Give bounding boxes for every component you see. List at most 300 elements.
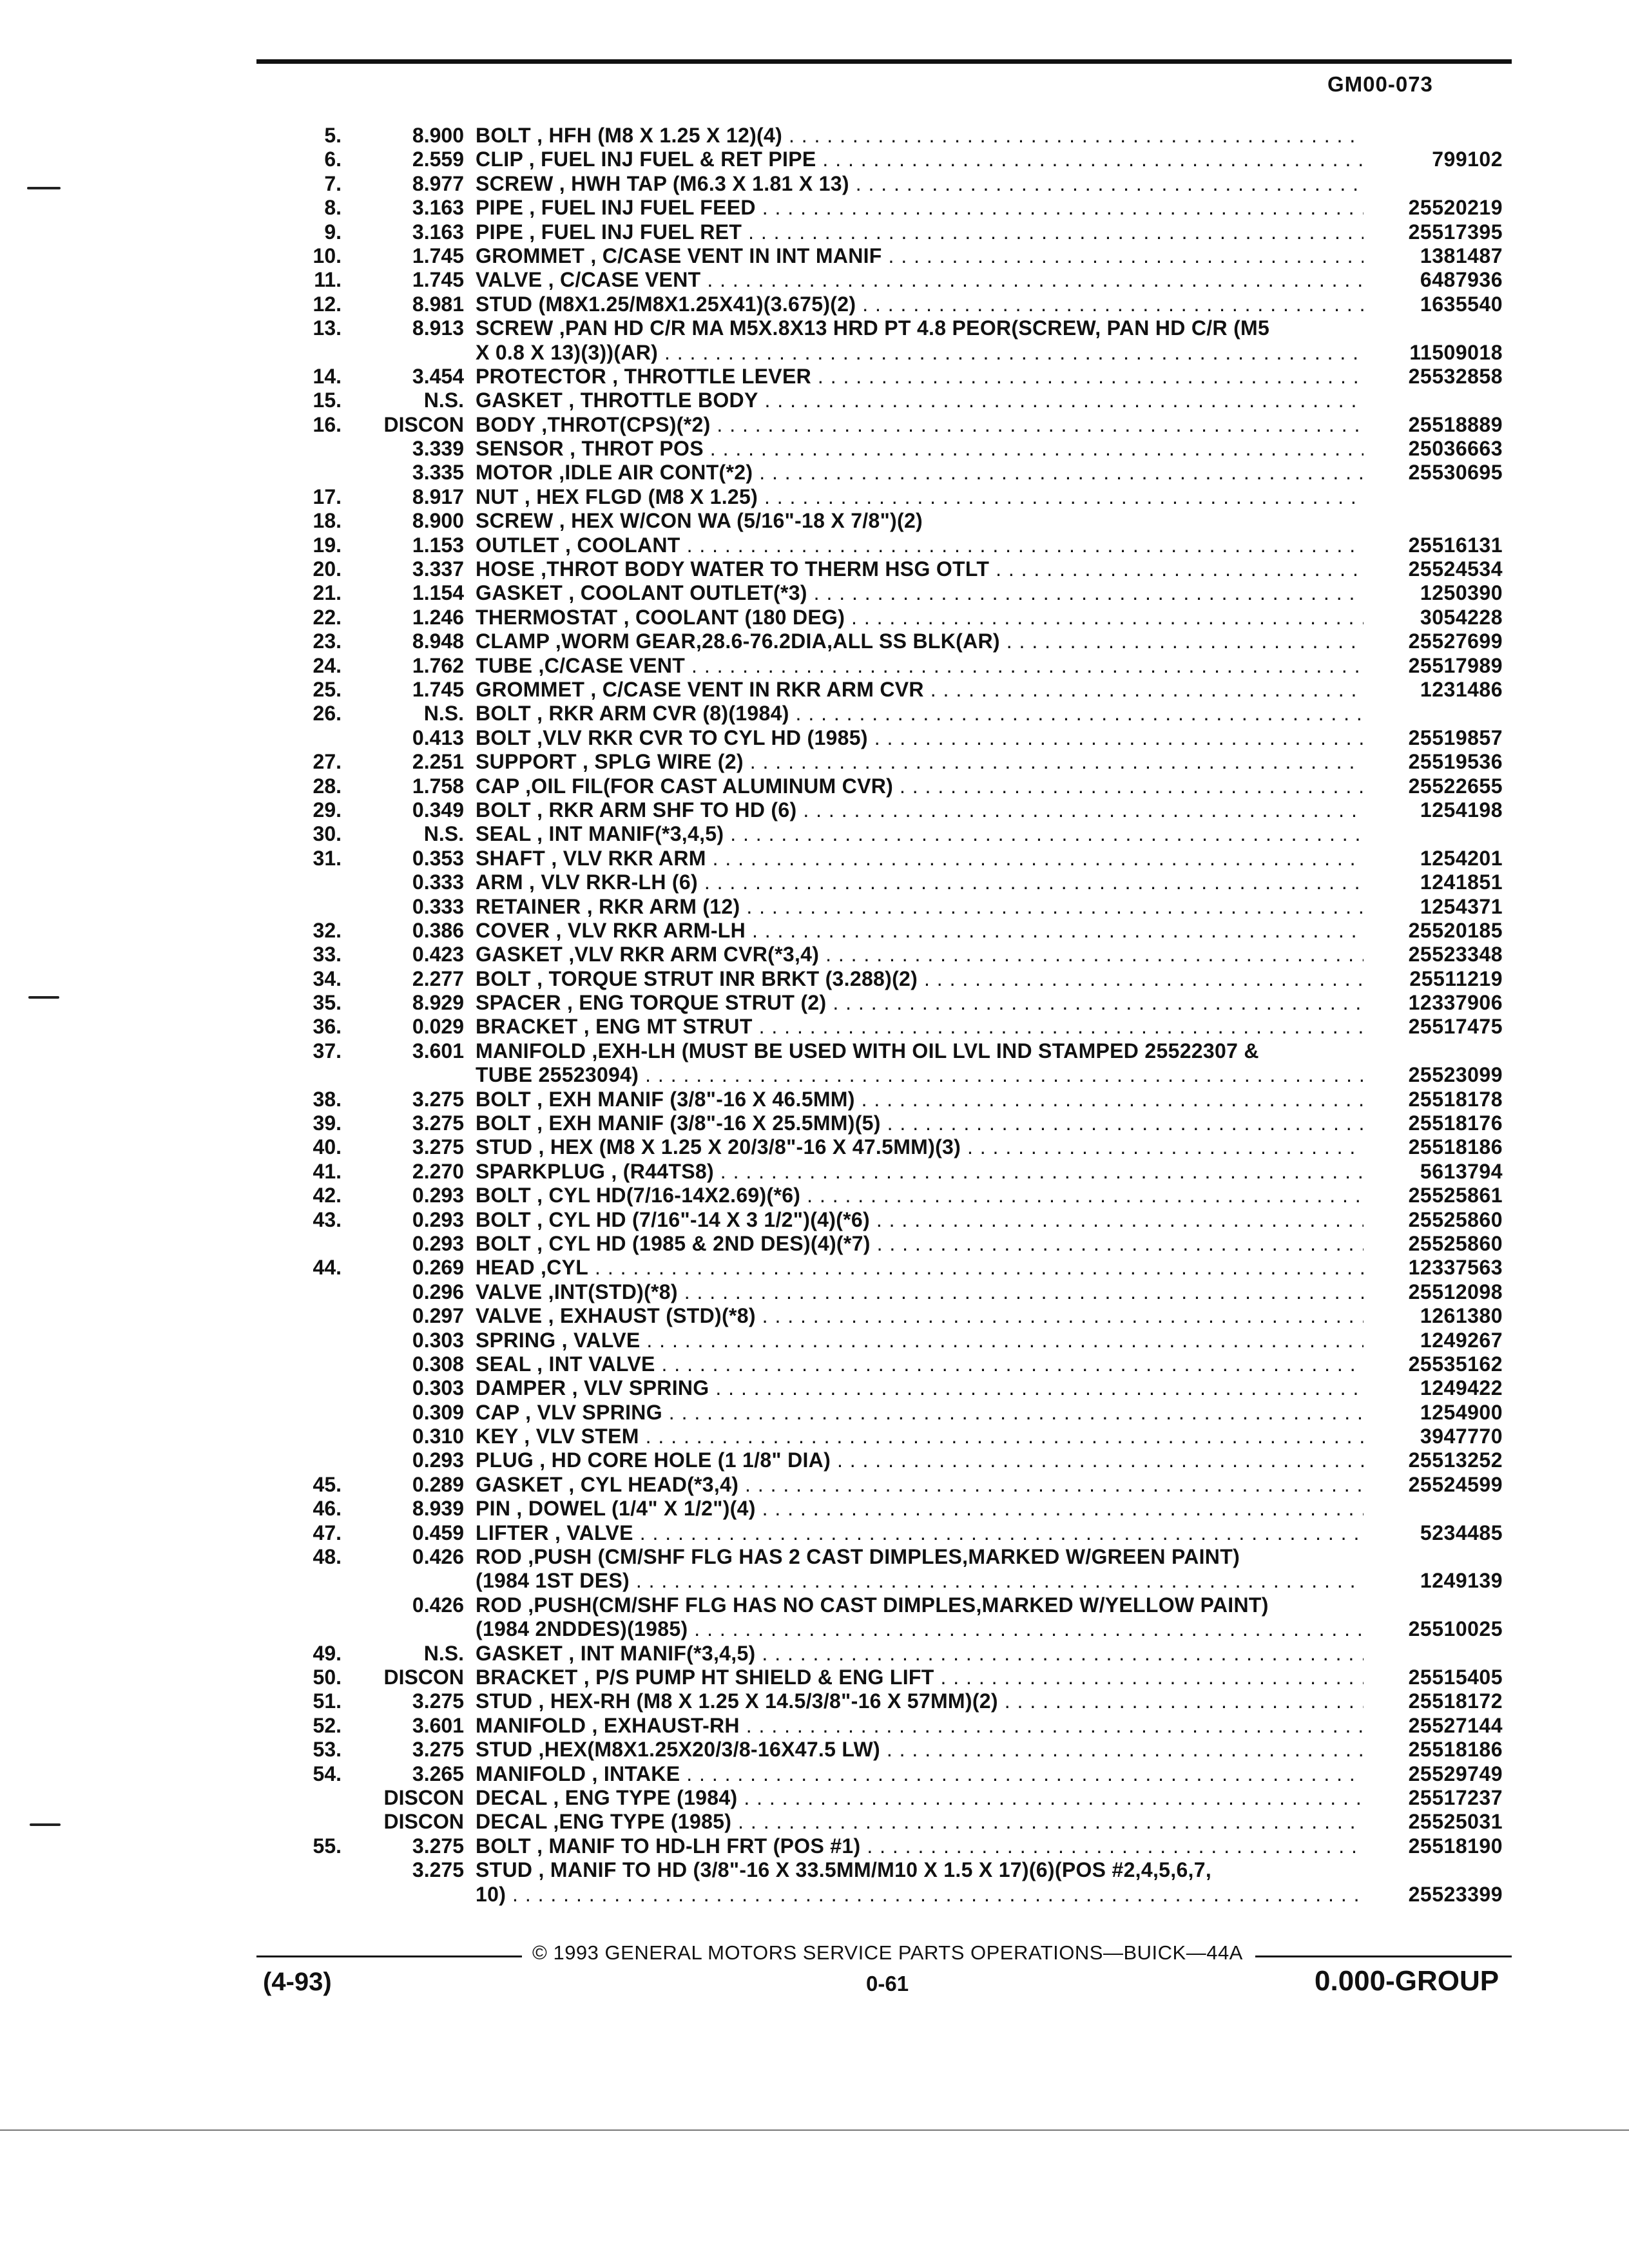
part-description: PIPE , FUEL INJ FUEL FEED . . . bbox=[476, 196, 1364, 220]
part-row bbox=[0, 461, 1629, 485]
item-number: 8. bbox=[324, 196, 342, 220]
part-number: 25511219 bbox=[1409, 966, 1503, 990]
part-number: 25519536 bbox=[1408, 750, 1503, 774]
group-number: 1.246 bbox=[412, 605, 464, 629]
part-row bbox=[0, 847, 1629, 870]
part-description: (1984 1ST DES) . . . bbox=[476, 1569, 1364, 1593]
parts-list bbox=[0, 124, 1629, 1907]
part-description: VALVE , EXHAUST (STD)(*8) . . . bbox=[476, 1304, 1364, 1328]
part-number: 25523099 bbox=[1408, 1063, 1503, 1087]
part-row bbox=[0, 702, 1629, 726]
part-description: KEY , VLV STEM . . . bbox=[476, 1425, 1364, 1448]
part-number: 1635540 bbox=[1420, 292, 1503, 316]
item-number: 50. bbox=[313, 1666, 342, 1689]
part-row bbox=[0, 365, 1629, 389]
item-number: 16. bbox=[313, 412, 342, 436]
part-description: SHAFT , VLV RKR ARM . . . bbox=[476, 847, 1364, 870]
group-number: 3.601 bbox=[412, 1039, 464, 1062]
part-description: (1984 2NDDES)(1985) . . . bbox=[476, 1617, 1364, 1641]
part-number: 25518190 bbox=[1408, 1834, 1503, 1858]
part-number: 25520185 bbox=[1408, 918, 1503, 942]
part-number: 25518186 bbox=[1408, 1738, 1503, 1762]
part-number: 1250390 bbox=[1420, 581, 1503, 605]
part-row bbox=[0, 1834, 1629, 1858]
part-number: 25523348 bbox=[1408, 943, 1503, 966]
part-description: BOLT ,VLV RKR CVR TO CYL HD (1985) . . . bbox=[476, 726, 1364, 750]
part-description: MANIFOLD , EXHAUST-RH . . . bbox=[476, 1714, 1364, 1738]
group-number: 3.339 bbox=[412, 437, 464, 461]
group-number: 3.275 bbox=[412, 1087, 464, 1111]
part-number: 1241851 bbox=[1420, 870, 1503, 894]
group-number: 0.293 bbox=[412, 1184, 464, 1207]
group-number: 1.745 bbox=[412, 268, 464, 292]
group-number: 1.153 bbox=[412, 533, 464, 557]
part-row bbox=[0, 1545, 1629, 1569]
group-number: 3.601 bbox=[412, 1713, 464, 1737]
part-description: PIPE , FUEL INJ FUEL RET . . . bbox=[476, 220, 1364, 244]
part-number: 1254201 bbox=[1420, 846, 1503, 870]
part-description: ROD ,PUSH (CM/SHF FLG HAS 2 CAST DIMPLES,MARKED W/GREEN PAINT) bbox=[476, 1545, 1240, 1569]
part-description: BOLT , RKR ARM CVR (8)(1984) . . . bbox=[476, 702, 1364, 726]
item-number: 46. bbox=[313, 1497, 342, 1521]
item-number: 18. bbox=[313, 509, 342, 533]
part-description: MOTOR ,IDLE AIR CONT(*2) . . . bbox=[476, 461, 1364, 485]
part-row bbox=[0, 1208, 1629, 1232]
part-row bbox=[0, 1088, 1629, 1111]
part-row bbox=[0, 1015, 1629, 1039]
group-number: DISCON bbox=[383, 1810, 464, 1834]
item-number: 24. bbox=[313, 653, 342, 677]
part-description: VALVE , C/CASE VENT . . . bbox=[476, 268, 1364, 292]
item-number: 7. bbox=[324, 171, 342, 195]
group-number: 0.353 bbox=[412, 846, 464, 870]
group-number: 0.303 bbox=[412, 1328, 464, 1352]
item-number: 14. bbox=[313, 364, 342, 388]
part-row bbox=[0, 654, 1629, 678]
part-row bbox=[0, 1810, 1629, 1834]
part-row bbox=[0, 1232, 1629, 1256]
part-description: PLUG , HD CORE HOLE (1 1/8" DIA) . . . bbox=[476, 1448, 1364, 1472]
group-number: 0.423 bbox=[412, 943, 464, 966]
part-row bbox=[0, 220, 1629, 244]
part-description: NUT , HEX FLGD (M8 X 1.25) . . . bbox=[476, 485, 1364, 509]
part-number: 25532858 bbox=[1408, 364, 1503, 388]
item-number: 13. bbox=[313, 316, 342, 340]
item-number: 5. bbox=[324, 124, 342, 147]
footer-rule-right bbox=[1255, 1956, 1512, 1957]
group-number: 8.981 bbox=[412, 292, 464, 316]
part-row bbox=[0, 1111, 1629, 1135]
part-number: 1249422 bbox=[1420, 1376, 1503, 1400]
part-row bbox=[0, 124, 1629, 148]
part-row bbox=[0, 1642, 1629, 1666]
part-number: 25519857 bbox=[1408, 726, 1503, 749]
group-number: 8.948 bbox=[412, 629, 464, 653]
copyright-line: © 1993 GENERAL MOTORS SERVICE PARTS OPERATIONS—BUICK—44A bbox=[532, 1941, 1243, 1964]
part-row bbox=[0, 268, 1629, 292]
part-number: 5234485 bbox=[1420, 1521, 1503, 1544]
group-number: 3.275 bbox=[412, 1111, 464, 1135]
part-description: SUPPORT , SPLG WIRE (2) . . . bbox=[476, 750, 1364, 774]
group-number: 0.310 bbox=[412, 1425, 464, 1448]
group-number: 8.977 bbox=[412, 171, 464, 195]
item-number: 27. bbox=[313, 750, 342, 774]
part-description: GASKET , THROTTLE BODY . . . bbox=[476, 389, 1364, 412]
part-row bbox=[0, 919, 1629, 943]
part-number: 25517237 bbox=[1408, 1785, 1503, 1809]
part-description: ROD ,PUSH(CM/SHF FLG HAS NO CAST DIMPLES,MARKED W/YELLOW PAINT) bbox=[476, 1593, 1269, 1617]
part-description: TUBE 25523094) . . . bbox=[476, 1063, 1364, 1087]
part-description: GASKET , COOLANT OUTLET(*3) . . . bbox=[476, 581, 1364, 605]
item-number: 22. bbox=[313, 605, 342, 629]
part-number: 1381487 bbox=[1420, 244, 1503, 267]
item-number: 37. bbox=[313, 1039, 342, 1062]
part-description: GROMMET , C/CASE VENT IN RKR ARM CVR . . . bbox=[476, 678, 1364, 702]
part-description: STUD (M8X1.25/M8X1.25X41)(3.675)(2) . . . bbox=[476, 293, 1364, 316]
part-number: 25527699 bbox=[1408, 629, 1503, 653]
doc-code: GM00-073 bbox=[1327, 72, 1433, 96]
group-number: 0.309 bbox=[412, 1400, 464, 1424]
part-row bbox=[0, 389, 1629, 412]
group-number: 8.929 bbox=[412, 991, 464, 1015]
part-number: 11509018 bbox=[1409, 340, 1503, 364]
item-number: 49. bbox=[313, 1641, 342, 1665]
part-description: BOLT , CYL HD (7/16"-14 X 3 1/2")(4)(*6) . . . bbox=[476, 1208, 1364, 1232]
item-number: 31. bbox=[313, 846, 342, 870]
part-row bbox=[0, 1448, 1629, 1472]
part-description: DECAL , ENG TYPE (1984) . . . bbox=[476, 1786, 1364, 1810]
group-number: 3.275 bbox=[412, 1738, 464, 1762]
part-description: BOLT , CYL HD(7/16-14X2.69)(*6) . . . bbox=[476, 1184, 1364, 1207]
part-row bbox=[0, 1593, 1629, 1617]
part-number: 25516131 bbox=[1408, 533, 1503, 557]
item-number: 43. bbox=[313, 1207, 342, 1231]
part-number: 25527144 bbox=[1408, 1713, 1503, 1737]
part-number: 25525031 bbox=[1408, 1810, 1503, 1834]
part-row bbox=[0, 1304, 1629, 1328]
part-description: STUD , HEX (M8 X 1.25 X 20/3/8"-16 X 47.5MM)(3) . . . bbox=[476, 1135, 1364, 1159]
part-row bbox=[0, 1883, 1629, 1907]
part-description: BOLT , EXH MANIF (3/8"-16 X 25.5MM)(5) . . . bbox=[476, 1111, 1364, 1135]
item-number: 15. bbox=[313, 389, 342, 412]
part-number: 799102 bbox=[1432, 148, 1503, 171]
group-number: 3.335 bbox=[412, 461, 464, 485]
group-number: 2.270 bbox=[412, 1159, 464, 1183]
item-number: 40. bbox=[313, 1135, 342, 1159]
part-row bbox=[0, 293, 1629, 316]
part-row bbox=[0, 1039, 1629, 1063]
group-number: 3.275 bbox=[412, 1834, 464, 1858]
part-row bbox=[0, 316, 1629, 340]
part-number: 1249267 bbox=[1420, 1328, 1503, 1352]
item-number: 39. bbox=[313, 1111, 342, 1135]
part-number: 3947770 bbox=[1420, 1425, 1503, 1448]
part-description: MANIFOLD , INTAKE . . . bbox=[476, 1762, 1364, 1786]
part-row bbox=[0, 1858, 1629, 1882]
part-row bbox=[0, 1329, 1629, 1352]
part-row bbox=[0, 606, 1629, 629]
part-row bbox=[0, 1425, 1629, 1448]
part-description: HEAD ,CYL . . . bbox=[476, 1256, 1364, 1280]
part-row bbox=[0, 1376, 1629, 1400]
part-description: BOLT , RKR ARM SHF TO HD (6) . . . bbox=[476, 798, 1364, 822]
group-number: 8.917 bbox=[412, 485, 464, 508]
group-number: DISCON bbox=[383, 1666, 464, 1689]
group-number: 8.939 bbox=[412, 1497, 464, 1521]
item-number: 34. bbox=[313, 966, 342, 990]
part-number: 1261380 bbox=[1420, 1304, 1503, 1328]
item-number: 47. bbox=[313, 1521, 342, 1544]
group-number: 3.275 bbox=[412, 1689, 464, 1713]
item-number: 23. bbox=[313, 629, 342, 653]
page-number: 0-61 bbox=[866, 1972, 909, 1995]
part-description: RETAINER , RKR ARM (12) . . . bbox=[476, 895, 1364, 919]
part-row bbox=[0, 557, 1629, 581]
part-row bbox=[0, 726, 1629, 750]
part-description: DECAL ,ENG TYPE (1985) . . . bbox=[476, 1810, 1364, 1834]
part-row bbox=[0, 895, 1629, 919]
item-number: 44. bbox=[313, 1256, 342, 1280]
part-number: 25525860 bbox=[1408, 1207, 1503, 1231]
part-number: 5613794 bbox=[1420, 1159, 1503, 1183]
part-description: SPACER , ENG TORQUE STRUT (2) . . . bbox=[476, 991, 1364, 1015]
part-row bbox=[0, 1666, 1629, 1689]
part-number: 6487936 bbox=[1420, 268, 1503, 292]
item-number: 29. bbox=[313, 798, 342, 822]
part-description: GASKET , INT MANIF(*3,4,5) . . . bbox=[476, 1642, 1364, 1666]
group-number: 2.251 bbox=[412, 750, 464, 774]
part-number: 25036663 bbox=[1408, 437, 1503, 461]
part-row bbox=[0, 172, 1629, 196]
group-number: 3.163 bbox=[412, 196, 464, 220]
part-number: 25517475 bbox=[1408, 1015, 1503, 1039]
group-number: 0.426 bbox=[412, 1545, 464, 1569]
group-number: 0.303 bbox=[412, 1376, 464, 1400]
item-number: 9. bbox=[324, 220, 342, 244]
group-number: 0.269 bbox=[412, 1256, 464, 1280]
top-rule bbox=[256, 59, 1512, 64]
item-number: 33. bbox=[313, 943, 342, 966]
footer-rule-left bbox=[256, 1956, 522, 1957]
group-number: 3.265 bbox=[412, 1762, 464, 1785]
part-description: TUBE ,C/CASE VENT . . . bbox=[476, 654, 1364, 678]
part-row bbox=[0, 509, 1629, 533]
part-number: 1254198 bbox=[1420, 798, 1503, 822]
part-description: GROMMET , C/CASE VENT IN INT MANIF . . . bbox=[476, 244, 1364, 268]
part-row bbox=[0, 148, 1629, 171]
item-number: 36. bbox=[313, 1015, 342, 1039]
group-number: 0.297 bbox=[412, 1304, 464, 1328]
part-row bbox=[0, 1738, 1629, 1762]
item-number: 10. bbox=[313, 244, 342, 267]
group-code: 0.000-GROUP bbox=[1315, 1965, 1499, 1997]
group-number: 2.559 bbox=[412, 148, 464, 171]
part-number: 25513252 bbox=[1408, 1448, 1503, 1472]
item-number: 17. bbox=[313, 485, 342, 508]
item-number: 38. bbox=[313, 1087, 342, 1111]
part-description: CLIP , FUEL INJ FUEL & RET PIPE . . . bbox=[476, 148, 1364, 171]
part-row bbox=[0, 1256, 1629, 1280]
part-description: LIFTER , VALVE . . . bbox=[476, 1521, 1364, 1545]
part-description: SPARKPLUG , (R44TS8) . . . bbox=[476, 1160, 1364, 1184]
group-number: 0.413 bbox=[412, 726, 464, 749]
part-row bbox=[0, 629, 1629, 653]
part-number: 25535162 bbox=[1408, 1352, 1503, 1376]
part-row bbox=[0, 581, 1629, 605]
group-number: DISCON bbox=[383, 412, 464, 436]
group-number: N.S. bbox=[423, 1641, 464, 1665]
group-number: 0.308 bbox=[412, 1352, 464, 1376]
part-row bbox=[0, 1063, 1629, 1087]
item-number: 25. bbox=[313, 677, 342, 701]
group-number: 3.163 bbox=[412, 220, 464, 244]
group-number: 0.296 bbox=[412, 1280, 464, 1303]
part-row bbox=[0, 1617, 1629, 1641]
part-description: CAP ,OIL FIL(FOR CAST ALUMINUM CVR) . . . bbox=[476, 774, 1364, 798]
item-number: 35. bbox=[313, 991, 342, 1015]
part-number: 25518172 bbox=[1408, 1689, 1503, 1713]
part-row bbox=[0, 774, 1629, 798]
item-number: 19. bbox=[313, 533, 342, 557]
part-description: ARM , VLV RKR-LH (6) . . . bbox=[476, 870, 1364, 894]
part-number: 1254371 bbox=[1420, 894, 1503, 918]
group-number: N.S. bbox=[423, 702, 464, 726]
part-number: 25518178 bbox=[1408, 1087, 1503, 1111]
part-number: 25522655 bbox=[1408, 774, 1503, 798]
part-number: 1231486 bbox=[1420, 677, 1503, 701]
part-description: PIN , DOWEL (1/4" X 1/2")(4) . . . bbox=[476, 1497, 1364, 1521]
part-description: BOLT , TORQUE STRUT INR BRKT (3.288)(2) . . . bbox=[476, 967, 1364, 991]
part-description: CLAMP ,WORM GEAR,28.6-76.2DIA,ALL SS BLK(AR) . . . bbox=[476, 629, 1364, 653]
part-row bbox=[0, 1135, 1629, 1159]
part-description: BRACKET , ENG MT STRUT . . . bbox=[476, 1015, 1364, 1039]
group-number: 0.289 bbox=[412, 1472, 464, 1496]
part-number: 25525860 bbox=[1408, 1231, 1503, 1255]
part-number: 25512098 bbox=[1408, 1280, 1503, 1303]
part-row bbox=[0, 1689, 1629, 1713]
revision-date: (4-93) bbox=[263, 1968, 332, 1996]
part-row bbox=[0, 533, 1629, 557]
part-description: COVER , VLV RKR ARM-LH . . . bbox=[476, 919, 1364, 943]
part-description: SCREW , HEX W/CON WA (5/16"-18 X 7/8")(2) bbox=[476, 509, 923, 533]
group-number: 2.277 bbox=[412, 966, 464, 990]
part-description: PROTECTOR , THROTTLE LEVER . . . bbox=[476, 365, 1364, 389]
group-number: N.S. bbox=[423, 822, 464, 846]
group-number: 0.293 bbox=[412, 1207, 464, 1231]
part-description: DAMPER , VLV SPRING . . . bbox=[476, 1376, 1364, 1400]
group-number: N.S. bbox=[423, 389, 464, 412]
group-number: 0.029 bbox=[412, 1015, 464, 1039]
part-number: 25524534 bbox=[1408, 557, 1503, 581]
part-description: SEAL , INT VALVE . . . bbox=[476, 1352, 1364, 1376]
part-row bbox=[0, 750, 1629, 774]
item-number: 41. bbox=[313, 1159, 342, 1183]
part-description: MANIFOLD ,EXH-LH (MUST BE USED WITH OIL LVL IND STAMPED 25522307 & bbox=[476, 1039, 1259, 1062]
part-row bbox=[0, 485, 1629, 509]
part-row bbox=[0, 413, 1629, 437]
item-number: 32. bbox=[313, 918, 342, 942]
part-description: STUD , HEX-RH (M8 X 1.25 X 14.5/3/8"-16 X 57MM)(2) . . . bbox=[476, 1689, 1364, 1713]
part-number: 25517989 bbox=[1408, 653, 1503, 677]
part-description: GASKET ,VLV RKR ARM CVR(*3,4) . . . bbox=[476, 943, 1364, 966]
part-number: 25525861 bbox=[1408, 1184, 1503, 1207]
item-number: 51. bbox=[313, 1689, 342, 1713]
item-number: 21. bbox=[313, 581, 342, 605]
part-row bbox=[0, 678, 1629, 702]
part-description: BOLT , MANIF TO HD-LH FRT (POS #1) . . . bbox=[476, 1834, 1364, 1858]
part-row bbox=[0, 244, 1629, 268]
part-number: 25518176 bbox=[1408, 1111, 1503, 1135]
part-description: SPRING , VALVE . . . bbox=[476, 1329, 1364, 1352]
item-number: 45. bbox=[313, 1472, 342, 1496]
item-number: 52. bbox=[313, 1713, 342, 1737]
part-row bbox=[0, 1352, 1629, 1376]
group-number: 3.275 bbox=[412, 1135, 464, 1159]
part-row bbox=[0, 1160, 1629, 1184]
part-number: 25529749 bbox=[1408, 1762, 1503, 1785]
item-number: 54. bbox=[313, 1762, 342, 1785]
part-description: SCREW ,PAN HD C/R MA M5X.8X13 HRD PT 4.8 PEOR(SCREW, PAN HD C/R (M5 bbox=[476, 316, 1270, 340]
item-number: 48. bbox=[313, 1545, 342, 1569]
part-description: BOLT , EXH MANIF (3/8"-16 X 46.5MM) . . . bbox=[476, 1088, 1364, 1111]
group-number: 0.459 bbox=[412, 1521, 464, 1544]
group-number: 3.337 bbox=[412, 557, 464, 581]
group-number: 0.293 bbox=[412, 1231, 464, 1255]
part-number: 25530695 bbox=[1408, 461, 1503, 485]
part-row bbox=[0, 1401, 1629, 1425]
part-row bbox=[0, 1714, 1629, 1738]
part-number: 25510025 bbox=[1408, 1617, 1503, 1641]
part-row bbox=[0, 991, 1629, 1015]
part-number: 25517395 bbox=[1408, 220, 1503, 244]
part-description: BOLT , HFH (M8 X 1.25 X 12)(4) . . . bbox=[476, 124, 1364, 148]
part-row bbox=[0, 1473, 1629, 1497]
part-description: SCREW , HWH TAP (M6.3 X 1.81 X 13) . . . bbox=[476, 172, 1364, 196]
group-number: 0.333 bbox=[412, 894, 464, 918]
part-row bbox=[0, 822, 1629, 846]
item-number: 28. bbox=[313, 774, 342, 798]
part-row bbox=[0, 437, 1629, 461]
part-number: 25520219 bbox=[1408, 196, 1503, 220]
part-row bbox=[0, 1280, 1629, 1304]
group-number: 1.762 bbox=[412, 653, 464, 677]
part-number: 25518186 bbox=[1408, 1135, 1503, 1159]
group-number: 8.900 bbox=[412, 509, 464, 533]
group-number: 1.154 bbox=[412, 581, 464, 605]
part-description: BOLT , CYL HD (1985 & 2ND DES)(4)(*7) . . . bbox=[476, 1232, 1364, 1256]
part-description: OUTLET , COOLANT . . . bbox=[476, 533, 1364, 557]
part-description: SEAL , INT MANIF(*3,4,5) . . . bbox=[476, 822, 1364, 846]
part-row bbox=[0, 196, 1629, 220]
part-number: 3054228 bbox=[1420, 605, 1503, 629]
group-number: 1.745 bbox=[412, 244, 464, 267]
part-description: GASKET , CYL HEAD(*3,4) . . . bbox=[476, 1473, 1364, 1497]
group-number: 1.758 bbox=[412, 774, 464, 798]
item-number: 11. bbox=[314, 268, 342, 292]
group-number: 0.293 bbox=[412, 1448, 464, 1472]
group-number: 8.900 bbox=[412, 124, 464, 147]
part-row bbox=[0, 1569, 1629, 1593]
part-number: 25518889 bbox=[1408, 412, 1503, 436]
part-number: 25523399 bbox=[1408, 1882, 1503, 1906]
group-number: 0.426 bbox=[412, 1593, 464, 1617]
group-number: 0.386 bbox=[412, 918, 464, 942]
part-description: THERMOSTAT , COOLANT (180 DEG) . . . bbox=[476, 606, 1364, 629]
part-row bbox=[0, 341, 1629, 365]
part-description: BRACKET , P/S PUMP HT SHIELD & ENG LIFT . . . bbox=[476, 1666, 1364, 1689]
part-number: 25524599 bbox=[1408, 1472, 1503, 1496]
part-description: BODY ,THROT(CPS)(*2) . . . bbox=[476, 413, 1364, 437]
